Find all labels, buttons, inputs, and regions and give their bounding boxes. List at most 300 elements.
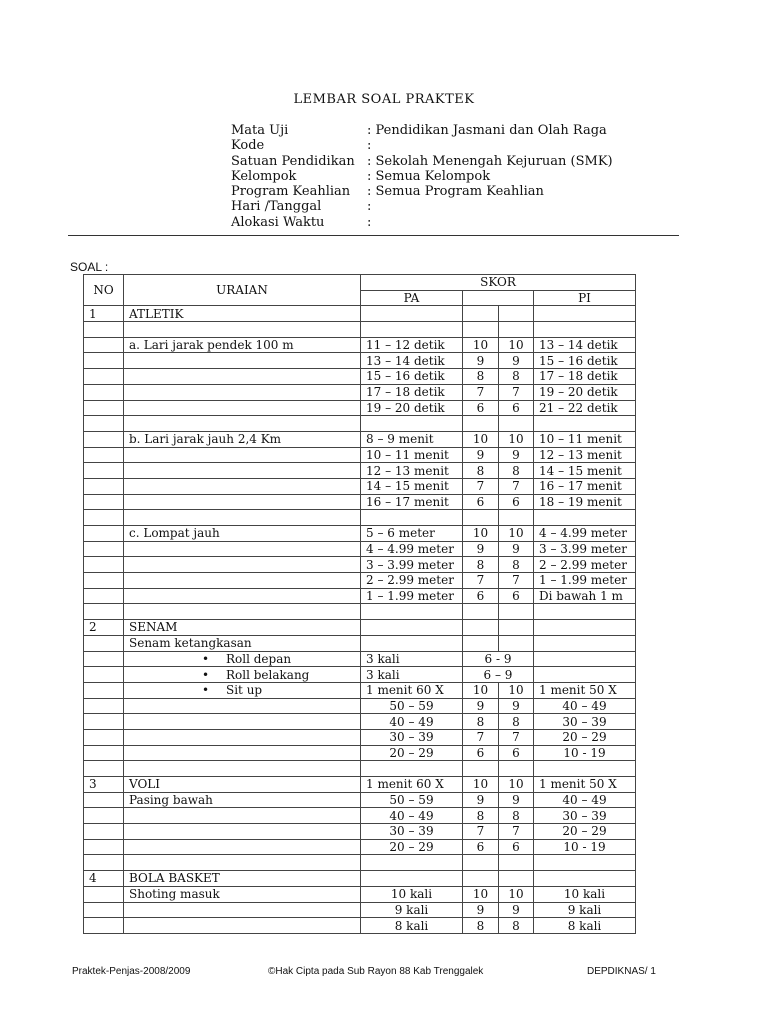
cell-pi: 1 – 1.99 meter (534, 573, 636, 589)
cell-score-pi (499, 620, 534, 636)
cell-pi (534, 510, 636, 526)
cell-pa: 3 – 3.99 meter (361, 557, 463, 573)
table-row (84, 400, 636, 416)
cell-pi: 18 – 19 menit (534, 494, 636, 510)
cell-no (84, 431, 124, 447)
cell-score-pa (463, 871, 499, 887)
table-row (84, 667, 636, 683)
cell-score-pa: 8 (463, 463, 499, 479)
cell-pi: 8 kali (534, 918, 636, 934)
meta-label: Hari /Tanggal (231, 199, 322, 215)
cell-no: 1 (84, 306, 124, 322)
table-row (84, 902, 636, 918)
cell-uraian: Shoting masuk (124, 886, 361, 902)
cell-score-pi: 7 (499, 729, 534, 745)
table-row (84, 792, 636, 808)
meta-row (231, 199, 613, 214)
cell-score-pi: 9 (499, 792, 534, 808)
table-row (84, 494, 636, 510)
cell-score-pa: 8 (463, 369, 499, 385)
cell-no (84, 353, 124, 369)
cell-no (84, 526, 124, 542)
cell-pa: 16 – 17 menit (361, 494, 463, 510)
cell-pi (534, 322, 636, 338)
cell-uraian (124, 918, 361, 934)
cell-score-pa: 8 (463, 918, 499, 934)
cell-pi: 17 – 18 detik (534, 369, 636, 385)
cell-score-pa: 9 (463, 698, 499, 714)
cell-no: 2 (84, 620, 124, 636)
cell-score-pa (463, 761, 499, 777)
meta-label: Alokasi Waktu (231, 214, 325, 230)
cell-pi: 40 – 49 (534, 698, 636, 714)
cell-uraian (124, 761, 361, 777)
cell-uraian (124, 808, 361, 824)
cell-uraian (124, 494, 361, 510)
cell-pa: 20 – 29 (361, 839, 463, 855)
table-row (84, 871, 636, 887)
cell-score-pi: 9 (499, 698, 534, 714)
cell-uraian (124, 416, 361, 432)
cell-score-pi: 8 (499, 714, 534, 730)
cell-no (84, 588, 124, 604)
cell-score-pi: 7 (499, 384, 534, 400)
cell-pa (361, 855, 463, 871)
cell-score-pa: 8 (463, 808, 499, 824)
score-table (83, 274, 636, 934)
cell-uraian: b. Lari jarak jauh 2,4 Km (124, 431, 361, 447)
table-row (84, 384, 636, 400)
meta-label: Mata Uji (231, 123, 289, 138)
cell-no (84, 369, 124, 385)
meta-value: : Semua Kelompok (367, 168, 491, 184)
cell-score-pi: 8 (499, 918, 534, 934)
cell-pi: 20 – 29 (534, 729, 636, 745)
cell-no (84, 478, 124, 494)
cell-uraian (124, 400, 361, 416)
cell-pa (361, 510, 463, 526)
cell-pi: 40 – 49 (534, 792, 636, 808)
cell-pa: 1 menit 60 X (361, 777, 463, 793)
cell-score-pa: 9 (463, 902, 499, 918)
cell-uraian (124, 541, 361, 557)
cell-score-pi: 10 (499, 526, 534, 542)
cell-uraian (124, 902, 361, 918)
cell-no (84, 886, 124, 902)
cell-score-pa (463, 604, 499, 620)
meta-row (231, 215, 613, 230)
cell-score-pa: 9 (463, 447, 499, 463)
cell-pi (534, 651, 636, 667)
cell-no (84, 463, 124, 479)
cell-score-pa: 7 (463, 573, 499, 589)
cell-score-pa: 10 (463, 886, 499, 902)
cell-pa: 30 – 39 (361, 729, 463, 745)
table-row (84, 839, 636, 855)
cell-pa: 1 – 1.99 meter (361, 588, 463, 604)
cell-score-pi: 7 (499, 573, 534, 589)
table-row (84, 729, 636, 745)
cell-score-pi: 6 (499, 745, 534, 761)
cell-uraian (124, 824, 361, 840)
cell-uraian (124, 682, 361, 698)
table-row (84, 431, 636, 447)
cell-uraian: Senam ketangkasan (124, 635, 361, 651)
cell-score-pa: 6 (463, 745, 499, 761)
cell-score-pi: 6 (499, 494, 534, 510)
table-row (84, 635, 636, 651)
cell-score-pi: 6 (499, 400, 534, 416)
cell-no (84, 651, 124, 667)
cell-pa: 30 – 39 (361, 824, 463, 840)
cell-pi (534, 667, 636, 683)
cell-score-pa: 6 (463, 839, 499, 855)
table-row (84, 855, 636, 871)
cell-score-pi: 8 (499, 463, 534, 479)
bullet-icon: • (202, 651, 210, 666)
cell-score-pa (463, 306, 499, 322)
meta-row (231, 154, 613, 169)
meta-label: Program Keahlian (231, 184, 351, 200)
cell-pi: 10 – 11 menit (534, 431, 636, 447)
cell-score-pa: 8 (463, 714, 499, 730)
cell-no (84, 808, 124, 824)
cell-score-pi (499, 510, 534, 526)
cell-score-pi: 8 (499, 808, 534, 824)
cell-uraian: c. Lompat jauh (124, 526, 361, 542)
cell-no (84, 416, 124, 432)
table-row (84, 824, 636, 840)
meta-label: Kode (231, 138, 265, 154)
cell-uraian: BOLA BASKET (124, 871, 361, 887)
table-row (84, 886, 636, 902)
table-row (84, 447, 636, 463)
cell-uraian (124, 855, 361, 871)
cell-score-pa: 10 (463, 526, 499, 542)
table-row (84, 604, 636, 620)
table-row (84, 541, 636, 557)
table-row (84, 808, 636, 824)
cell-uraian (124, 384, 361, 400)
cell-score-pa (463, 416, 499, 432)
table-row (84, 353, 636, 369)
cell-score-pi (499, 761, 534, 777)
cell-score-pa (463, 510, 499, 526)
cell-pa (361, 635, 463, 651)
table-row (84, 337, 636, 353)
cell-uraian (124, 369, 361, 385)
cell-uraian (124, 478, 361, 494)
cell-pa: 17 – 18 detik (361, 384, 463, 400)
cell-score-pa: 7 (463, 478, 499, 494)
cell-score-pa (463, 855, 499, 871)
cell-pa: 19 – 20 detik (361, 400, 463, 416)
cell-pi (534, 635, 636, 651)
cell-pi (534, 604, 636, 620)
table-row (84, 306, 636, 322)
cell-score-pa: 9 (463, 792, 499, 808)
cell-score-pa (463, 635, 499, 651)
cell-no (84, 384, 124, 400)
cell-uraian (124, 745, 361, 761)
cell-uraian (124, 463, 361, 479)
cell-pi: 10 kali (534, 886, 636, 902)
table-row (84, 761, 636, 777)
cell-pa (361, 604, 463, 620)
cell-uraian (124, 698, 361, 714)
cell-no (84, 604, 124, 620)
cell-score-pa: 10 (463, 777, 499, 793)
meta-row (231, 138, 613, 153)
cell-uraian (124, 353, 361, 369)
header-skor: SKOR (361, 275, 636, 291)
cell-pi: 21 – 22 detik (534, 400, 636, 416)
cell-uraian: a. Lari jarak pendek 100 m (124, 337, 361, 353)
cell-score-pi: 10 (499, 431, 534, 447)
table-row (84, 698, 636, 714)
cell-score-pi (499, 322, 534, 338)
cell-score-pi: 6 (499, 588, 534, 604)
cell-score-pi (499, 855, 534, 871)
cell-score-pi: 9 (499, 353, 534, 369)
cell-pa: 10 – 11 menit (361, 447, 463, 463)
table-row (84, 573, 636, 589)
header-divider (68, 235, 679, 236)
cell-no (84, 792, 124, 808)
header-blank (463, 290, 534, 306)
cell-uraian: Pasing bawah (124, 792, 361, 808)
bullet-icon: • (202, 667, 210, 682)
cell-pa: 9 kali (361, 902, 463, 918)
table-row (84, 510, 636, 526)
cell-pa (361, 620, 463, 636)
cell-pa: 50 – 59 (361, 792, 463, 808)
cell-no (84, 400, 124, 416)
document-title: LEMBAR SOAL PRAKTEK (293, 92, 475, 107)
cell-no (84, 839, 124, 855)
table-row (84, 918, 636, 934)
cell-uraian (124, 714, 361, 730)
cell-score-pa: 6 (463, 494, 499, 510)
cell-pa: 5 – 6 meter (361, 526, 463, 542)
cell-pa: 2 – 2.99 meter (361, 573, 463, 589)
cell-score-pi: 8 (499, 557, 534, 573)
cell-no (84, 855, 124, 871)
cell-pa: 4 – 4.99 meter (361, 541, 463, 557)
cell-no (84, 541, 124, 557)
cell-pa: 50 – 59 (361, 698, 463, 714)
cell-pa: 1 menit 60 X (361, 682, 463, 698)
cell-uraian (124, 557, 361, 573)
cell-uraian (124, 322, 361, 338)
cell-pi (534, 761, 636, 777)
cell-no (84, 824, 124, 840)
cell-pi: 10 - 19 (534, 839, 636, 855)
table-row (84, 682, 636, 698)
cell-pi: 15 – 16 detik (534, 353, 636, 369)
header-uraian: URAIAN (124, 275, 361, 306)
table-row (84, 369, 636, 385)
cell-uraian (124, 651, 361, 667)
cell-pa (361, 322, 463, 338)
cell-pi: 9 kali (534, 902, 636, 918)
meta-value: : (367, 214, 372, 230)
cell-pi: Di bawah 1 m (534, 588, 636, 604)
meta-label: Satuan Pendidikan (231, 153, 355, 169)
cell-no (84, 714, 124, 730)
cell-no (84, 745, 124, 761)
cell-no (84, 447, 124, 463)
cell-uraian (124, 573, 361, 589)
cell-pa: 20 – 29 (361, 745, 463, 761)
table-row (84, 526, 636, 542)
table-row (84, 478, 636, 494)
header-pa: PA (361, 290, 463, 306)
cell-no (84, 729, 124, 745)
cell-pi: 3 – 3.99 meter (534, 541, 636, 557)
footer-right: DEPDIKNAS/ 1 (587, 966, 656, 977)
cell-pa: 3 kali (361, 651, 463, 667)
meta-label: Kelompok (231, 168, 297, 184)
cell-pi: 14 – 15 menit (534, 463, 636, 479)
cell-no: 4 (84, 871, 124, 887)
meta-value: : (367, 138, 372, 154)
cell-pi: 1 menit 50 X (534, 682, 636, 698)
meta-value: : Semua Program Keahlian (367, 184, 544, 200)
table-row (84, 557, 636, 573)
cell-pi (534, 871, 636, 887)
cell-no (84, 494, 124, 510)
cell-no (84, 573, 124, 589)
cell-pi: 30 – 39 (534, 808, 636, 824)
header-no: NO (84, 275, 124, 306)
cell-score-pi: 6 (499, 839, 534, 855)
cell-pa: 10 kali (361, 886, 463, 902)
cell-pi: 2 – 2.99 meter (534, 557, 636, 573)
cell-uraian (124, 667, 361, 683)
cell-pa: 40 – 49 (361, 714, 463, 730)
uraian-text: Sit up (226, 683, 263, 698)
meta-row (231, 184, 613, 199)
table-row (84, 416, 636, 432)
cell-score-pa: 6 (463, 588, 499, 604)
cell-pa: 12 – 13 menit (361, 463, 463, 479)
cell-score-pi: 10 (499, 886, 534, 902)
cell-uraian (124, 447, 361, 463)
cell-pi: 4 – 4.99 meter (534, 526, 636, 542)
cell-no (84, 557, 124, 573)
uraian-text: Roll belakang (226, 667, 310, 682)
cell-pi: 20 – 29 (534, 824, 636, 840)
table-row (84, 714, 636, 730)
cell-pa: 14 – 15 menit (361, 478, 463, 494)
cell-pa: 8 kali (361, 918, 463, 934)
cell-score-pi: 10 (499, 337, 534, 353)
cell-uraian: ATLETIK (124, 306, 361, 322)
cell-pi (534, 620, 636, 636)
cell-score-pa: 8 (463, 557, 499, 573)
meta-value: : Pendidikan Jasmani dan Olah Raga (367, 123, 607, 138)
cell-score-pa: 9 (463, 541, 499, 557)
meta-value: : Sekolah Menengah Kejuruan (SMK) (367, 153, 613, 169)
cell-pi: 10 - 19 (534, 745, 636, 761)
cell-pa (361, 306, 463, 322)
cell-score: 6 – 9 (463, 667, 534, 683)
cell-score-pa: 7 (463, 824, 499, 840)
table-row (84, 322, 636, 338)
cell-score: 6 - 9 (463, 651, 534, 667)
cell-score-pa: 10 (463, 337, 499, 353)
cell-score-pa: 7 (463, 729, 499, 745)
cell-uraian: VOLI (124, 777, 361, 793)
table-row (84, 620, 636, 636)
cell-no (84, 761, 124, 777)
cell-no (84, 698, 124, 714)
cell-score-pi: 10 (499, 777, 534, 793)
cell-pa (361, 871, 463, 887)
cell-pi: 30 – 39 (534, 714, 636, 730)
cell-score-pi (499, 604, 534, 620)
cell-pi: 1 menit 50 X (534, 777, 636, 793)
cell-pi: 19 – 20 detik (534, 384, 636, 400)
cell-pi (534, 306, 636, 322)
header-pi: PI (534, 290, 636, 306)
table-row (84, 463, 636, 479)
cell-no (84, 337, 124, 353)
cell-score-pa: 10 (463, 682, 499, 698)
cell-pa: 11 – 12 detik (361, 337, 463, 353)
cell-uraian: SENAM (124, 620, 361, 636)
cell-uraian (124, 839, 361, 855)
cell-score-pi: 8 (499, 369, 534, 385)
exam-metadata (231, 123, 613, 230)
cell-score-pa: 7 (463, 384, 499, 400)
cell-no (84, 902, 124, 918)
cell-pa: 3 kali (361, 667, 463, 683)
cell-no (84, 667, 124, 683)
cell-uraian (124, 588, 361, 604)
cell-score-pi (499, 635, 534, 651)
cell-score-pi: 10 (499, 682, 534, 698)
cell-score-pi: 7 (499, 824, 534, 840)
uraian-text: Roll depan (226, 651, 292, 666)
meta-row (231, 123, 613, 138)
cell-pi: 12 – 13 menit (534, 447, 636, 463)
cell-no (84, 682, 124, 698)
cell-score-pa: 6 (463, 400, 499, 416)
cell-no: 3 (84, 777, 124, 793)
cell-score-pi: 9 (499, 541, 534, 557)
footer-center: ©Hak Cipta pada Sub Rayon 88 Kab Trenggalek (268, 966, 484, 977)
cell-no (84, 510, 124, 526)
cell-uraian (124, 729, 361, 745)
cell-pi (534, 855, 636, 871)
cell-pi (534, 416, 636, 432)
bullet-icon: • (202, 683, 210, 698)
table-row (84, 588, 636, 604)
meta-row (231, 169, 613, 184)
table-row (84, 651, 636, 667)
cell-pa (361, 761, 463, 777)
footer-left: Praktek-Penjas-2008/2009 (72, 966, 191, 977)
table-row (84, 777, 636, 793)
cell-pa (361, 416, 463, 432)
cell-pa: 40 – 49 (361, 808, 463, 824)
cell-score-pi (499, 306, 534, 322)
cell-no (84, 635, 124, 651)
cell-score-pa (463, 620, 499, 636)
cell-pi: 16 – 17 menit (534, 478, 636, 494)
